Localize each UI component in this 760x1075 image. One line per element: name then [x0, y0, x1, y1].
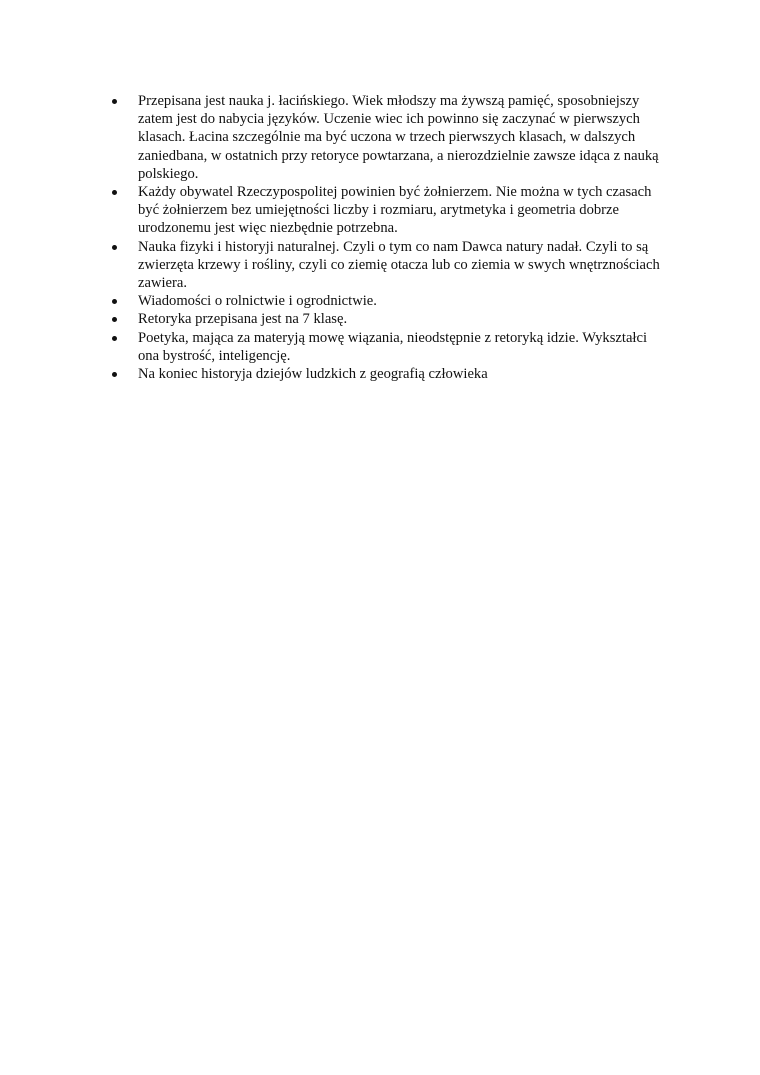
bullet-icon: [112, 190, 117, 195]
list-item: [110, 329, 670, 365]
list-item-text: Poetyka, mająca za materyją mowę wiązania, nieodstępnie z retoryką idzie. Wykształci ona bystrość, inteligencję.: [138, 329, 648, 364]
bullet-icon: [112, 372, 117, 377]
list-item-text: Wiadomości o rolnictwie i ogrodnictwie.: [138, 293, 377, 310]
list-item: [110, 183, 670, 238]
list-item-text: Przepisana jest nauka j. łacińskiego. Wiek młodszy ma żywszą pamięć, sposobniejszy zatem jest do nabycia języków. Uczenie wiec ich powinno się zaczynać w pierwszych klasach. Łacina szczególnie ma być uczona w trzech pierwszych klasach, w dalszych zaniedbana, w ostatnich przy retoryce powtarzana, a nierozdzielnie zawsze idąca z nauką polskiego.: [138, 93, 659, 182]
bullet-icon: [112, 245, 117, 250]
list-item: [110, 238, 670, 293]
list-item-text: Każdy obywatel Rzeczypospolitej powinien być żołnierzem. Nie można w tych czasach być żołnierzem bez umiejętności liczby i rozmiaru, arytmetyka i geometria dobrze urodzonemu jest więc niezbędnie potrzebna.: [138, 184, 652, 237]
bullet-icon: [112, 99, 117, 104]
bullet-icon: [112, 317, 117, 322]
list-item: [110, 292, 670, 310]
list-item: [110, 365, 670, 383]
list-item: [110, 92, 670, 183]
bullet-icon: [112, 336, 117, 341]
bullet-list: [110, 92, 670, 383]
list-item-text: Retoryka przepisana jest na 7 klasę.: [138, 311, 348, 328]
list-item: [110, 310, 670, 328]
list-item-text: Nauka fizyki i historyji naturalnej. Czyli o tym co nam Dawca natury nadał. Czyli to są zwierzęta krzewy i rośliny, czyli co ziemię otacza lub co ziemia w swych wnętrznościach zawiera.: [138, 238, 660, 292]
list-item-text: Na koniec historyja dziejów ludzkich z geografią człowieka: [138, 366, 488, 383]
bullet-icon: [112, 299, 117, 304]
